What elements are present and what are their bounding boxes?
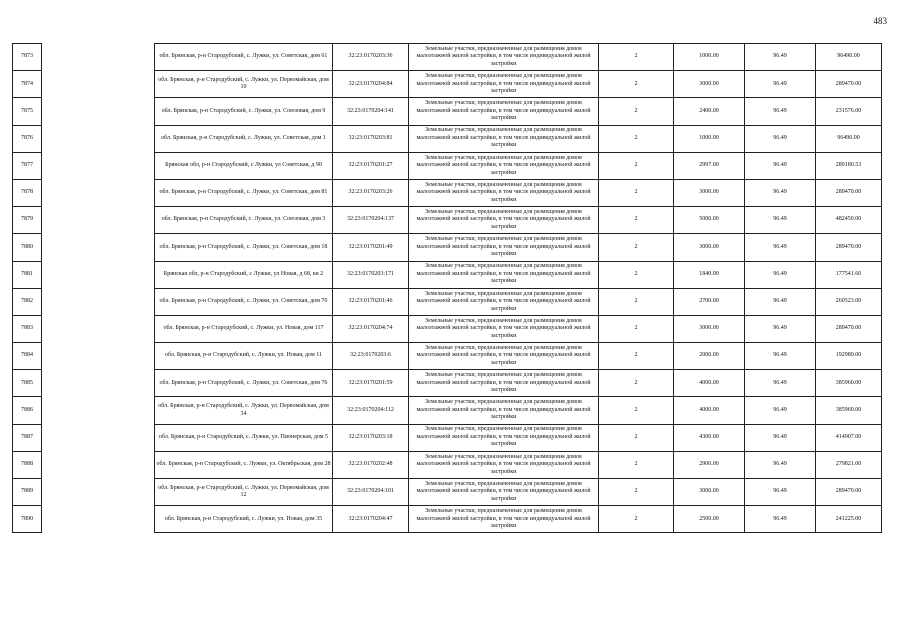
cadastral-number-cell: 32:23:0170201:49 <box>333 234 409 261</box>
cadastral-number-cell: 32:23:0170204:74 <box>333 315 409 342</box>
address-cell: обл. Брянская, р-н Стародубский, с. Лужки, ул. Союзовая, дом 3 <box>155 207 333 234</box>
empty-cell <box>42 424 155 451</box>
cadastral-value-cell: 385960.00 <box>816 397 882 424</box>
cadastral-number-cell: 32:23:0170203:26 <box>333 179 409 206</box>
use-code-cell: 2 <box>599 98 674 125</box>
use-code-cell: 2 <box>599 234 674 261</box>
use-code-cell: 2 <box>599 370 674 397</box>
address-cell: обл. Брянская, р-н Стародубский, с. Лужки, ул. Советская, дом 76 <box>155 370 333 397</box>
table-row <box>13 506 882 533</box>
cadastral-number-cell: 32:23:0170201:27 <box>333 152 409 179</box>
cadastral-value-cell: 192980.00 <box>816 343 882 370</box>
row-number: 7890 <box>13 506 42 533</box>
empty-cell <box>42 370 155 397</box>
area-cell: 2997.00 <box>674 152 745 179</box>
empty-cell <box>42 288 155 315</box>
land-purpose-cell: Земельные участки, предназначенные для размещения домов малоэтажной жилой застройки, в том числе индивидуальной жилой застройки <box>409 506 599 533</box>
address-cell: Брянская обл, р-н Стародубский, с Лужки, ул Советская, д 90 <box>155 152 333 179</box>
rate-cell: 96.49 <box>745 424 816 451</box>
empty-cell <box>42 234 155 261</box>
row-number: 7880 <box>13 234 42 261</box>
row-number: 7877 <box>13 152 42 179</box>
cadastral-number-cell: 32:23:0170201:59 <box>333 370 409 397</box>
cadastral-number-cell: 32:23:0170204:141 <box>333 98 409 125</box>
rate-cell: 96.49 <box>745 451 816 478</box>
cadastral-value-cell: 289180.53 <box>816 152 882 179</box>
area-cell: 3000.00 <box>674 179 745 206</box>
row-number: 7873 <box>13 44 42 71</box>
table-row <box>13 207 882 234</box>
empty-cell <box>42 44 155 71</box>
cadastral-value-cell: 289470.00 <box>816 315 882 342</box>
cadastral-number-cell: 32:23:0170204:84 <box>333 71 409 98</box>
row-number: 7883 <box>13 315 42 342</box>
area-cell: 2900.00 <box>674 451 745 478</box>
cadastral-number-cell: 32:23:0170203:36 <box>333 44 409 71</box>
use-code-cell: 2 <box>599 343 674 370</box>
use-code-cell: 2 <box>599 424 674 451</box>
cadastral-table <box>12 43 882 533</box>
area-cell: 3000.00 <box>674 479 745 506</box>
table-row <box>13 397 882 424</box>
cadastral-number-cell: 32:23:0170204:112 <box>333 397 409 424</box>
table-row <box>13 152 882 179</box>
land-purpose-cell: Земельные участки, предназначенные для размещения домов малоэтажной жилой застройки, в том числе индивидуальной жилой застройки <box>409 71 599 98</box>
table-row <box>13 343 882 370</box>
cadastral-number-cell: 32:23:0170203:6 <box>333 343 409 370</box>
area-cell: 2400.00 <box>674 98 745 125</box>
rate-cell: 96.49 <box>745 343 816 370</box>
row-number: 7888 <box>13 451 42 478</box>
cadastral-number-cell: 32:23:0170204:47 <box>333 506 409 533</box>
cadastral-value-cell: 289470.00 <box>816 179 882 206</box>
cadastral-value-cell: 96490.00 <box>816 44 882 71</box>
use-code-cell: 2 <box>599 261 674 288</box>
rate-cell: 96.49 <box>745 288 816 315</box>
rate-cell: 96.49 <box>745 125 816 152</box>
empty-cell <box>42 479 155 506</box>
empty-cell <box>42 179 155 206</box>
table-row <box>13 288 882 315</box>
empty-cell <box>42 451 155 478</box>
area-cell: 4300.00 <box>674 424 745 451</box>
table-body <box>13 44 882 533</box>
row-number: 7878 <box>13 179 42 206</box>
rate-cell: 96.49 <box>745 152 816 179</box>
row-number: 7876 <box>13 125 42 152</box>
address-cell: Брянская обл, р-н Стародубский, с Лужки, ул Новая, д 68, кв 2 <box>155 261 333 288</box>
cadastral-value-cell: 289470.00 <box>816 479 882 506</box>
address-cell: обл. Брянская, р-н Стародубский, с. Лужки, ул. Новая, дом 11 <box>155 343 333 370</box>
area-cell: 1000.00 <box>674 44 745 71</box>
table-row <box>13 125 882 152</box>
table-row <box>13 370 882 397</box>
row-number: 7879 <box>13 207 42 234</box>
land-purpose-cell: Земельные участки, предназначенные для размещения домов малоэтажной жилой застройки, в том числе индивидуальной жилой застройки <box>409 44 599 71</box>
empty-cell <box>42 207 155 234</box>
page-number: 483 <box>873 16 887 26</box>
cadastral-value-cell: 241225.00 <box>816 506 882 533</box>
table-row <box>13 234 882 261</box>
address-cell: обл. Брянская, р-н Стародубский, с. Лужки, ул. Первомайская, дом 34 <box>155 397 333 424</box>
row-number: 7886 <box>13 397 42 424</box>
use-code-cell: 2 <box>599 152 674 179</box>
land-purpose-cell: Земельные участки, предназначенные для размещения домов малоэтажной жилой застройки, в том числе индивидуальной жилой застройки <box>409 479 599 506</box>
cadastral-value-cell: 414907.00 <box>816 424 882 451</box>
row-number: 7875 <box>13 98 42 125</box>
use-code-cell: 2 <box>599 315 674 342</box>
row-number: 7885 <box>13 370 42 397</box>
rate-cell: 96.49 <box>745 370 816 397</box>
cadastral-value-cell: 260523.00 <box>816 288 882 315</box>
cadastral-value-cell: 385960.00 <box>816 370 882 397</box>
empty-cell <box>42 98 155 125</box>
cadastral-number-cell: 32:23:0170203:171 <box>333 261 409 288</box>
land-purpose-cell: Земельные участки, предназначенные для размещения домов малоэтажной жилой застройки, в том числе индивидуальной жилой застройки <box>409 397 599 424</box>
table-row <box>13 44 882 71</box>
table-row <box>13 98 882 125</box>
table-row <box>13 179 882 206</box>
address-cell: обл. Брянская, р-н Стародубский, с. Лужки, ул. Новая, дом 117 <box>155 315 333 342</box>
land-purpose-cell: Земельные участки, предназначенные для размещения домов малоэтажной жилой застройки, в том числе индивидуальной жилой застройки <box>409 125 599 152</box>
area-cell: 2700.00 <box>674 288 745 315</box>
cadastral-number-cell: 32:23:0170202:48 <box>333 451 409 478</box>
cadastral-value-cell: 482450.00 <box>816 207 882 234</box>
address-cell: обл. Брянская, р-н Стародубский, с. Лужки, ул. Советская, дом 1 <box>155 125 333 152</box>
address-cell: обл. Брянская, р-н Стародубский, с. Лужки, ул. Советская, дом 18 <box>155 234 333 261</box>
area-cell: 3000.00 <box>674 71 745 98</box>
table-row <box>13 424 882 451</box>
land-purpose-cell: Земельные участки, предназначенные для размещения домов малоэтажной жилой застройки, в том числе индивидуальной жилой застройки <box>409 152 599 179</box>
area-cell: 4000.00 <box>674 370 745 397</box>
address-cell: обл. Брянская, р-н Стародубский, с. Лужки, ул. Союзовая, дом 9 <box>155 98 333 125</box>
row-number: 7881 <box>13 261 42 288</box>
land-purpose-cell: Земельные участки, предназначенные для размещения домов малоэтажной жилой застройки, в том числе индивидуальной жилой застройки <box>409 424 599 451</box>
rate-cell: 96.49 <box>745 315 816 342</box>
empty-cell <box>42 343 155 370</box>
rate-cell: 96.49 <box>745 71 816 98</box>
cadastral-value-cell: 289470.00 <box>816 234 882 261</box>
cadastral-number-cell: 32:23:0170204:101 <box>333 479 409 506</box>
land-purpose-cell: Земельные участки, предназначенные для размещения домов малоэтажной жилой застройки, в том числе индивидуальной жилой застройки <box>409 207 599 234</box>
land-purpose-cell: Земельные участки, предназначенные для размещения домов малоэтажной жилой застройки, в том числе индивидуальной жилой застройки <box>409 98 599 125</box>
land-purpose-cell: Земельные участки, предназначенные для размещения домов малоэтажной жилой застройки, в том числе индивидуальной жилой застройки <box>409 315 599 342</box>
address-cell: обл. Брянская, р-н Стародубский, с. Лужки, ул. Пионерская, дом 5 <box>155 424 333 451</box>
address-cell: обл. Брянская, р-н Стародубский, с. Лужки, ул. Первомайская, дом 12 <box>155 479 333 506</box>
table-row <box>13 71 882 98</box>
row-number: 7884 <box>13 343 42 370</box>
land-purpose-cell: Земельные участки, предназначенные для размещения домов малоэтажной жилой застройки, в том числе индивидуальной жилой застройки <box>409 261 599 288</box>
table-row <box>13 451 882 478</box>
empty-cell <box>42 152 155 179</box>
address-cell: обл. Брянская, р-н Стародубский, с. Лужки, ул. Новая, дом 35 <box>155 506 333 533</box>
empty-cell <box>42 506 155 533</box>
rate-cell: 96.49 <box>745 261 816 288</box>
land-purpose-cell: Земельные участки, предназначенные для размещения домов малоэтажной жилой застройки, в том числе индивидуальной жилой застройки <box>409 179 599 206</box>
area-cell: 1840.00 <box>674 261 745 288</box>
empty-cell <box>42 261 155 288</box>
rate-cell: 96.49 <box>745 234 816 261</box>
cadastral-number-cell: 32:23:0170201:46 <box>333 288 409 315</box>
cadastral-value-cell: 96490.00 <box>816 125 882 152</box>
use-code-cell: 2 <box>599 125 674 152</box>
area-cell: 2500.00 <box>674 506 745 533</box>
rate-cell: 96.49 <box>745 397 816 424</box>
use-code-cell: 2 <box>599 207 674 234</box>
land-purpose-cell: Земельные участки, предназначенные для размещения домов малоэтажной жилой застройки, в том числе индивидуальной жилой застройки <box>409 370 599 397</box>
rate-cell: 96.49 <box>745 98 816 125</box>
use-code-cell: 2 <box>599 71 674 98</box>
rate-cell: 96.49 <box>745 479 816 506</box>
row-number: 7889 <box>13 479 42 506</box>
use-code-cell: 2 <box>599 451 674 478</box>
row-number: 7887 <box>13 424 42 451</box>
use-code-cell: 2 <box>599 397 674 424</box>
address-cell: обл. Брянская, р-н Стародубский, с. Лужки, ул. Советская, дом 70 <box>155 288 333 315</box>
area-cell: 2000.00 <box>674 343 745 370</box>
cadastral-value-cell: 289470.00 <box>816 71 882 98</box>
cadastral-value-cell: 279821.00 <box>816 451 882 478</box>
use-code-cell: 2 <box>599 179 674 206</box>
area-cell: 1000.00 <box>674 125 745 152</box>
cadastral-number-cell: 32:23:0170204:137 <box>333 207 409 234</box>
address-cell: обл. Брянская, р-н Стародубский, с. Лужки, ул. Советская, дом 61 <box>155 44 333 71</box>
table-row <box>13 261 882 288</box>
land-purpose-cell: Земельные участки, предназначенные для размещения домов малоэтажной жилой застройки, в том числе индивидуальной жилой застройки <box>409 234 599 261</box>
empty-cell <box>42 71 155 98</box>
use-code-cell: 2 <box>599 44 674 71</box>
cadastral-number-cell: 32:23:0170203:81 <box>333 125 409 152</box>
row-number: 7882 <box>13 288 42 315</box>
address-cell: обл. Брянская, р-н Стародубский, с. Лужки, ул. Советская, дом 81 <box>155 179 333 206</box>
use-code-cell: 2 <box>599 479 674 506</box>
address-cell: обл. Брянская, р-н Стародубский, с. Лужки, ул. Октябрьская, дом 28 <box>155 451 333 478</box>
table-row <box>13 479 882 506</box>
area-cell: 3000.00 <box>674 315 745 342</box>
land-purpose-cell: Земельные участки, предназначенные для размещения домов малоэтажной жилой застройки, в том числе индивидуальной жилой застройки <box>409 288 599 315</box>
area-cell: 3000.00 <box>674 234 745 261</box>
area-cell: 5000.00 <box>674 207 745 234</box>
cadastral-number-cell: 32:23:0170203:18 <box>333 424 409 451</box>
empty-cell <box>42 125 155 152</box>
land-purpose-cell: Земельные участки, предназначенные для размещения домов малоэтажной жилой застройки, в том числе индивидуальной жилой застройки <box>409 343 599 370</box>
rate-cell: 96.49 <box>745 506 816 533</box>
empty-cell <box>42 397 155 424</box>
rate-cell: 96.49 <box>745 44 816 71</box>
use-code-cell: 2 <box>599 506 674 533</box>
land-purpose-cell: Земельные участки, предназначенные для размещения домов малоэтажной жилой застройки, в том числе индивидуальной жилой застройки <box>409 451 599 478</box>
area-cell: 4000.00 <box>674 397 745 424</box>
rate-cell: 96.49 <box>745 207 816 234</box>
empty-cell <box>42 315 155 342</box>
rate-cell: 96.49 <box>745 179 816 206</box>
table-row <box>13 315 882 342</box>
row-number: 7874 <box>13 71 42 98</box>
address-cell: обл. Брянская, р-н Стародубский, с. Лужки, ул. Первомайская, дом 10 <box>155 71 333 98</box>
cadastral-value-cell: 177541.60 <box>816 261 882 288</box>
cadastral-value-cell: 231576.00 <box>816 98 882 125</box>
use-code-cell: 2 <box>599 288 674 315</box>
